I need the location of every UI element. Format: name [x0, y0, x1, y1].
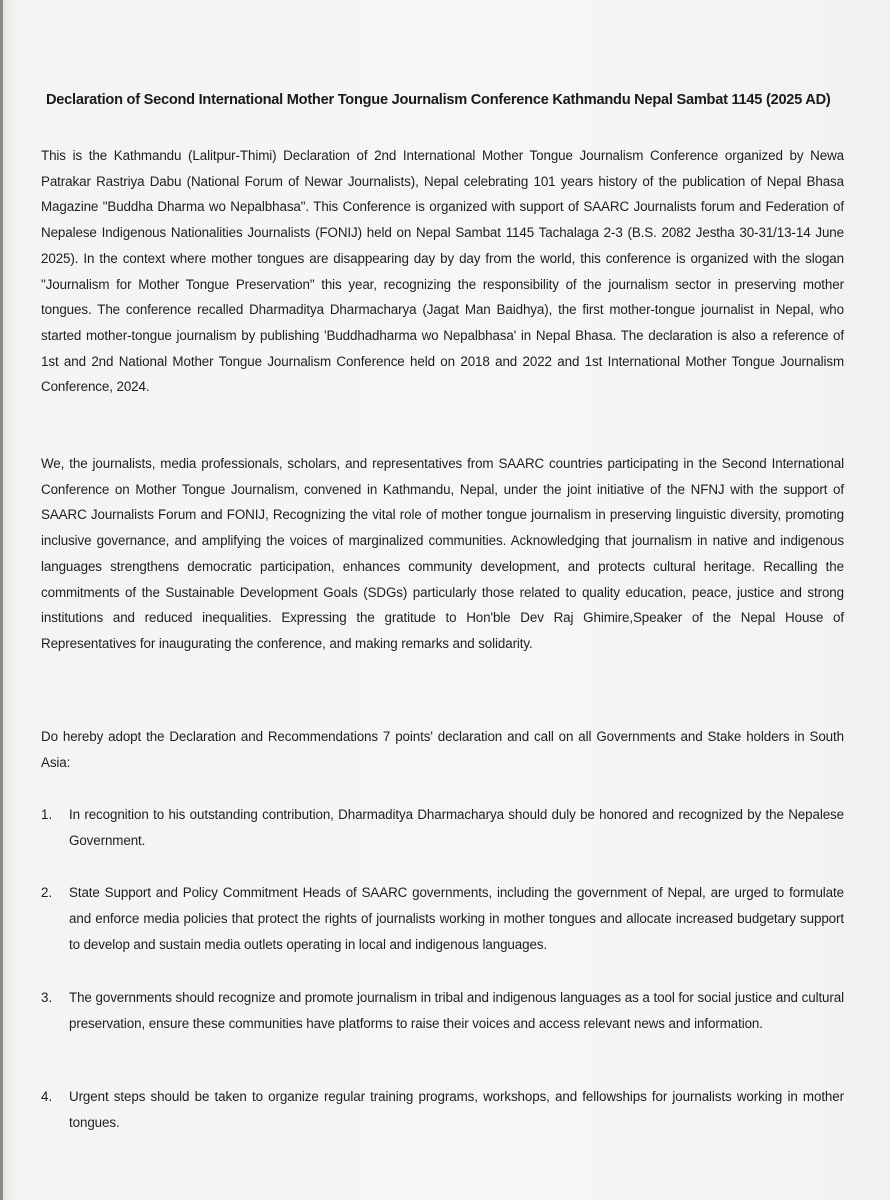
paragraph-introduction: This is the Kathmandu (Lalitpur-Thimi) Declaration of 2nd International Mother Tongue Journalism Conference organized by Newa Patrakar Rastriya Dabu (National Forum of Newar Journalists), Nepal celebrating 101 years history of the publication of Nepal Bhasa Magazine "Buddha Dharma wo Nepalbhasa". This Conference is organized with support of SAARC Journalists forum and Federation of Nepalese Indigenous Nationalities Journalists (FONIJ) held on Nepal Sambat 1145 Tachalaga 2-3 (B.S. 2082 Jestha 30-31/13-14 June 2025). In the context where mother tongues are disappearing day by day from the world, this conference is organized with the slogan "Journalism for Mother Tongue Preservation" this year, recognizing the responsibility of the journalism sector in preserving mother tongues. The conference recalled Dharmaditya Dharmacharya (Jagat Man Baidhya), the first mother-tongue journalist in Nepal, who started mother-tongue journalism by publishing 'Buddhadharma wo Nepalbhasa' in Nepal Bhasa. The declaration is also a reference of 1st and 2nd National Mother Tongue Journalism Conference held on 2018 and 2022 and 1st International Mother Tongue Journalism Conference, 2024.	[41, 148, 844, 395]
list-item-text: In recognition to his outstanding contribution, Dharmaditya Dharmacharya should duly be honored and recognized by the Nepalese Government.	[69, 807, 844, 848]
paragraph-participants: We, the journalists, media professionals, scholars, and representatives from SAARC countries participating in the Second International Conference on Mother Tongue Journalism, convened in Kathmandu, Nepal, under the joint initiative of the NFNJ with the support of SAARC Journalists Forum and FONIJ, Recognizing the vital role of mother tongue journalism in preserving linguistic diversity, promoting inclusive governance, and amplifying the voices of marginalized communities. Acknowledging that journalism in native and indigenous languages strengthens democratic participation, enhances community development, and protects cultural heritage. Recalling the commitments of the Sustainable Development Goals (SDGs) particularly those related to quality education, peace, justice and strong institutions and reduced inequalities. Expressing the gratitude to Hon'ble Dev Raj Ghimire,Speaker of the Nepal House of Representatives for inaugurating the conference, and making remarks and solidarity.	[41, 456, 844, 651]
list-item-text: Urgent steps should be taken to organize regular training programs, workshops, and fellowships for journalists working in mother tongues.	[69, 1089, 844, 1130]
list-item-number: 2.	[41, 885, 53, 900]
list-item-text: State Support and Policy Commitment Heads of SAARC governments, including the government of Nepal, are urged to formulate and enforce media policies that protect the rights of journalists working in mother tongues and allocate increased budgetary support to develop and sustain media outlets operating in local and indigenous languages.	[69, 885, 844, 952]
list-item-number: 1.	[41, 807, 53, 822]
list-item-number: 4.	[41, 1089, 53, 1104]
list-item-text: The governments should recognize and promote journalism in tribal and indigenous languages as a tool for social justice and cultural preservation, ensure these communities have platforms to raise their voices and access relevant news and information.	[69, 990, 844, 1031]
document-title: Declaration of Second International Mother Tongue Journalism Conference Kathmandu Nepal Sambat 1145 (2025 AD)	[46, 92, 831, 108]
paragraph-adoption: Do hereby adopt the Declaration and Recommendations 7 points' declaration and call on all Governments and Stake holders in South Asia:	[41, 729, 844, 770]
list-item-number: 3.	[41, 990, 53, 1005]
page-edge-shadow	[0, 0, 3, 1200]
